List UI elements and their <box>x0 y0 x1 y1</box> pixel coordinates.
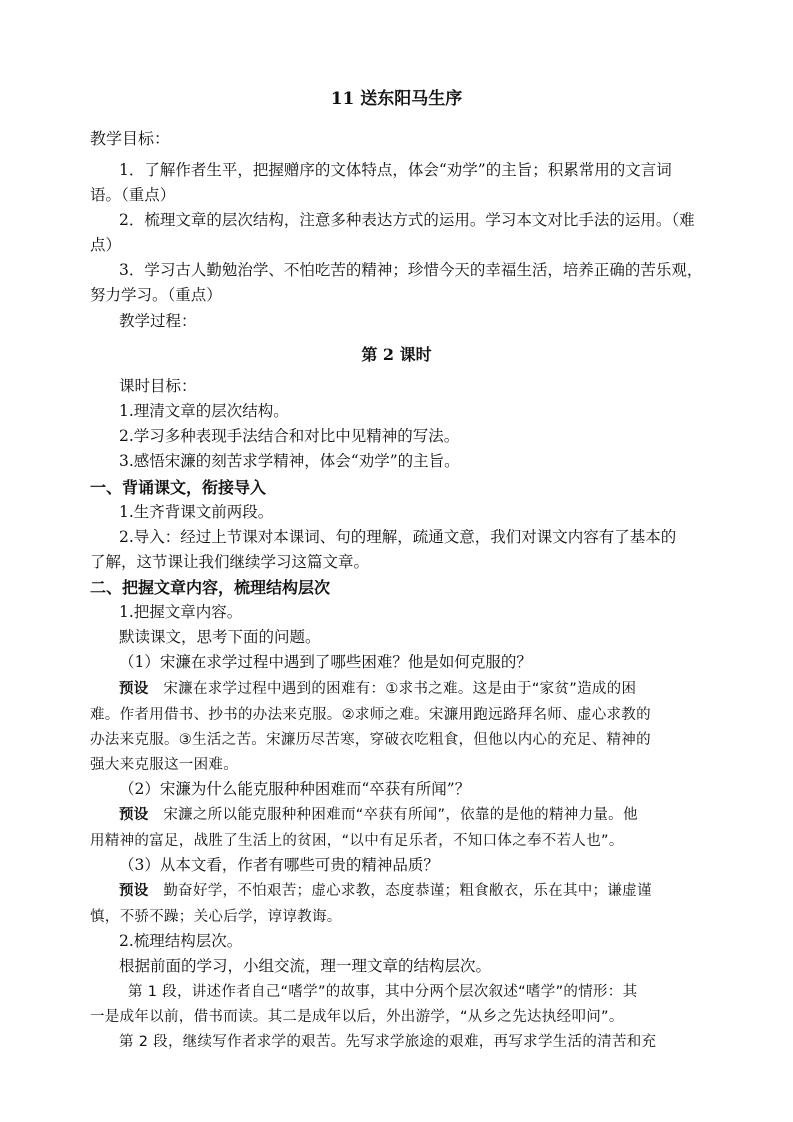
lesson-goal-1: 1.理清文章的层次结构。 <box>119 402 289 420</box>
goal-1-line-1: 1．了解作者生平，把握赠序的文体特点，体会“劝学”的主旨；积累常用的文言词 <box>119 161 672 179</box>
question-3: （3）从本文看，作者有哪些可贵的精神品质？ <box>119 856 439 874</box>
goal-3-line-1: 3．学习古人勤勉治学、不怕吃苦的精神；珍惜今天的幸福生活，培养正确的苦乐观， <box>119 261 703 279</box>
section-2-item-2: 2.梳理结构层次。 <box>119 932 243 950</box>
section-1-item-2-line-2: 了解，这节课让我们继续学习这篇文章。 <box>90 553 370 571</box>
lesson-goal-2: 2.学习多种表现手法结合和对比中见精神的写法。 <box>119 427 460 445</box>
paragraph-2-line-1: 第 2 段，继续写作者求学的艰苦。先写求学旅途的艰难，再写求学生活的清苦和充 <box>119 1034 657 1050</box>
answer-1-line-1 <box>119 682 705 697</box>
answer-2-line-1 <box>119 808 705 823</box>
answer-1-text: 宋濂在求学过程中遇到的困难有：①求书之难。这是由于“家贫”造成的困 <box>163 681 637 697</box>
section-1-item-2-line-1: 2.导入：经过上节课对本课词、句的理解，疏通文意，我们对课文内容有了基本的 <box>119 528 677 546</box>
answer-1-line-2: 难。作者用借书、抄书的办法来克服。②求师之难。宋濂用跑远路拜名师、虚心求教的 <box>90 707 651 723</box>
answer-3-line-1 <box>119 884 705 899</box>
paragraph-1-line-2: 一是成年以前，借书而读。其二是成年以后，外出游学，“从乡之先达执经叩问”。 <box>90 1009 624 1025</box>
goals-heading: 教学目标： <box>90 129 171 148</box>
answer-2-line-2: 用精神的富足，战胜了生活上的贫困，“以中有足乐者，不知口体之奉不若人也”。 <box>90 833 624 849</box>
goal-2-line-2: 点） <box>90 236 122 254</box>
section-2-heading: 二、把握文章内容，梳理结构层次 <box>90 578 331 597</box>
document-title: 11 送东阳马生序 <box>330 89 463 109</box>
preset-label: 预设 <box>119 807 149 823</box>
goal-1-line-2: 语。（重点） <box>90 186 176 204</box>
section-2-item-1: 1.把握文章内容。 <box>119 603 243 621</box>
question-1: （1）宋濂在求学过程中遇到了哪些困难？他是如何克服的？ <box>119 653 532 671</box>
lesson-goal-3: 3.感悟宋濂的刻苦求学精神，体会“劝学”的主旨。 <box>119 452 460 470</box>
answer-1-line-3: 办法来克服。③生活之苦。宋濂历尽苦寒，穿破衣吃粗食，但他以内心的充足、精神的 <box>90 732 651 748</box>
answer-3-line-2: 慎，不骄不躁；关心后学，谆谆教诲。 <box>90 909 342 925</box>
question-2: （2）宋濂为什么能克服种种困难而“卒获有所闻”？ <box>119 780 471 798</box>
section-2-read-instruction: 默读课文，思考下面的问题。 <box>119 628 321 646</box>
paragraph-1-line-1: 第 1 段，讲述作者自己“嗜学”的故事，其中分两个层次叙述“嗜学”的情形：其 <box>128 984 638 1000</box>
lesson-heading: 第 2 课时 <box>361 345 432 364</box>
answer-2-text: 宋濂之所以能克服种种困难而“卒获有所闻”，依靠的是他的精神力量。他 <box>163 807 638 823</box>
preset-label: 预设 <box>119 681 149 697</box>
section-1-heading: 一、背诵课文，衔接导入 <box>90 478 267 497</box>
section-2-item-2-intro: 根据前面的学习，小组交流，理一理文章的结构层次。 <box>119 957 492 975</box>
goal-3-line-2: 努力学习。（重点） <box>90 286 222 304</box>
answer-3-text: 勤奋好学，不怕艰苦；虚心求教，态度恭谨；粗食敝衣，乐在其中；谦虚谨 <box>163 883 652 899</box>
goal-2-line-1: 2．梳理文章的层次结构，注意多种表达方式的运用。学习本文对比手法的运用。（难 <box>119 211 695 229</box>
process-heading: 教学过程： <box>119 312 197 330</box>
section-1-item-1: 1.生齐背课文前两段。 <box>119 503 274 521</box>
answer-1-line-4: 强大来克服这一困难。 <box>90 757 238 773</box>
preset-label: 预设 <box>119 883 149 899</box>
lesson-goals-heading: 课时目标： <box>119 377 197 395</box>
